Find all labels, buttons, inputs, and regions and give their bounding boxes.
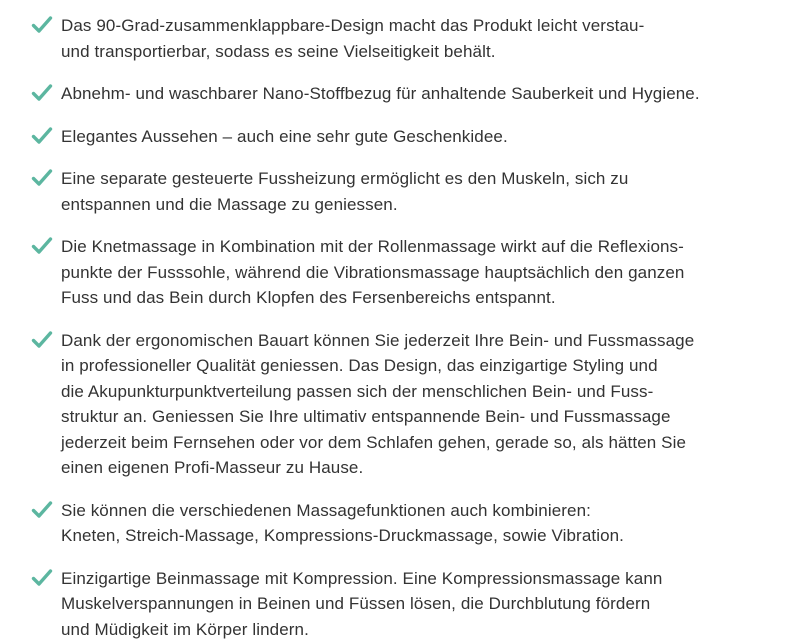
feature-item xyxy=(0,328,788,481)
feature-text-line: Elegantes Aussehen – auch eine sehr gute Geschenkidee. xyxy=(61,126,508,146)
feature-text-line: Kneten, Streich-Massage, Kompressions-Druckmassage, sowie Vibration. xyxy=(61,526,625,545)
feature-text-line: Die Knetmassage in Kombination mit der Rollenmassage wirkt auf die Reflexions- xyxy=(61,237,684,256)
feature-item xyxy=(0,124,788,150)
check-icon xyxy=(31,126,53,146)
feature-text xyxy=(61,124,768,150)
feature-text-line: Einzigartige Beinmassage mit Kompression. Eine Kompressionsmassage kann xyxy=(61,568,663,588)
check-icon xyxy=(31,236,53,256)
feature-text-line: punkte der Fusssohle, während die Vibrationsmassage hauptsächlich den ganzen xyxy=(61,262,685,282)
feature-text-line: entspannen und die Massage zu geniessen. xyxy=(61,194,398,214)
check-icon xyxy=(31,568,53,588)
feature-text xyxy=(61,498,768,549)
feature-text-line: jederzeit beim Fernsehen oder vor dem Schlafen gehen, gerade so, als hätten Sie xyxy=(61,432,686,452)
feature-text-line: und transportierbar, sodass es seine Vielseitigkeit behält. xyxy=(61,41,496,61)
check-icon xyxy=(31,15,53,35)
feature-text-line: Fuss und das Bein durch Klopfen des Fersenbereichs entspannt. xyxy=(61,288,556,307)
feature-text xyxy=(61,234,768,311)
feature-item xyxy=(0,234,788,311)
feature-text xyxy=(61,81,768,107)
check-icon xyxy=(31,168,53,188)
feature-text xyxy=(61,13,768,64)
check-icon xyxy=(31,83,53,103)
check-icon xyxy=(31,330,53,350)
feature-item xyxy=(0,81,788,107)
feature-text xyxy=(61,166,768,217)
feature-text-line: Das 90-Grad-zusammenklappbare-Design macht das Produkt leicht verstau- xyxy=(61,16,645,35)
feature-text-line: Muskelverspannungen in Beinen und Füssen lösen, die Durchblutung fördern xyxy=(61,594,651,613)
feature-text-line: einen eigenen Profi-Masseur zu Hause. xyxy=(61,458,364,477)
feature-item xyxy=(0,166,788,217)
feature-text-line: Dank der ergonomischen Bauart können Sie jederzeit Ihre Bein- und Fussmassage xyxy=(61,330,695,350)
feature-text-line: Sie können die verschiedenen Massagefunktionen auch kombinieren: xyxy=(61,500,591,520)
feature-text-line: Abnehm- und waschbarer Nano-Stoffbezug für anhaltende Sauberkeit und Hygiene. xyxy=(61,84,700,103)
feature-text xyxy=(61,566,768,643)
feature-item xyxy=(0,13,788,64)
feature-text-line: und Müdigkeit im Körper lindern. xyxy=(61,619,309,639)
feature-text xyxy=(61,328,768,481)
feature-text-line: Eine separate gesteuerte Fussheizung ermöglicht es den Muskeln, sich zu xyxy=(61,169,629,188)
feature-text-line: struktur an. Geniessen Sie Ihre ultimativ entspannende Bein- und Fussmassage xyxy=(61,407,671,426)
check-icon xyxy=(31,500,53,520)
feature-text-line: die Akupunkturpunktverteilung passen sich der menschlichen Bein- und Fuss- xyxy=(61,381,654,401)
feature-text-line: in professioneller Qualität geniessen. Das Design, das einzigartige Styling und xyxy=(61,356,658,375)
feature-item xyxy=(0,498,788,549)
feature-item xyxy=(0,566,788,643)
